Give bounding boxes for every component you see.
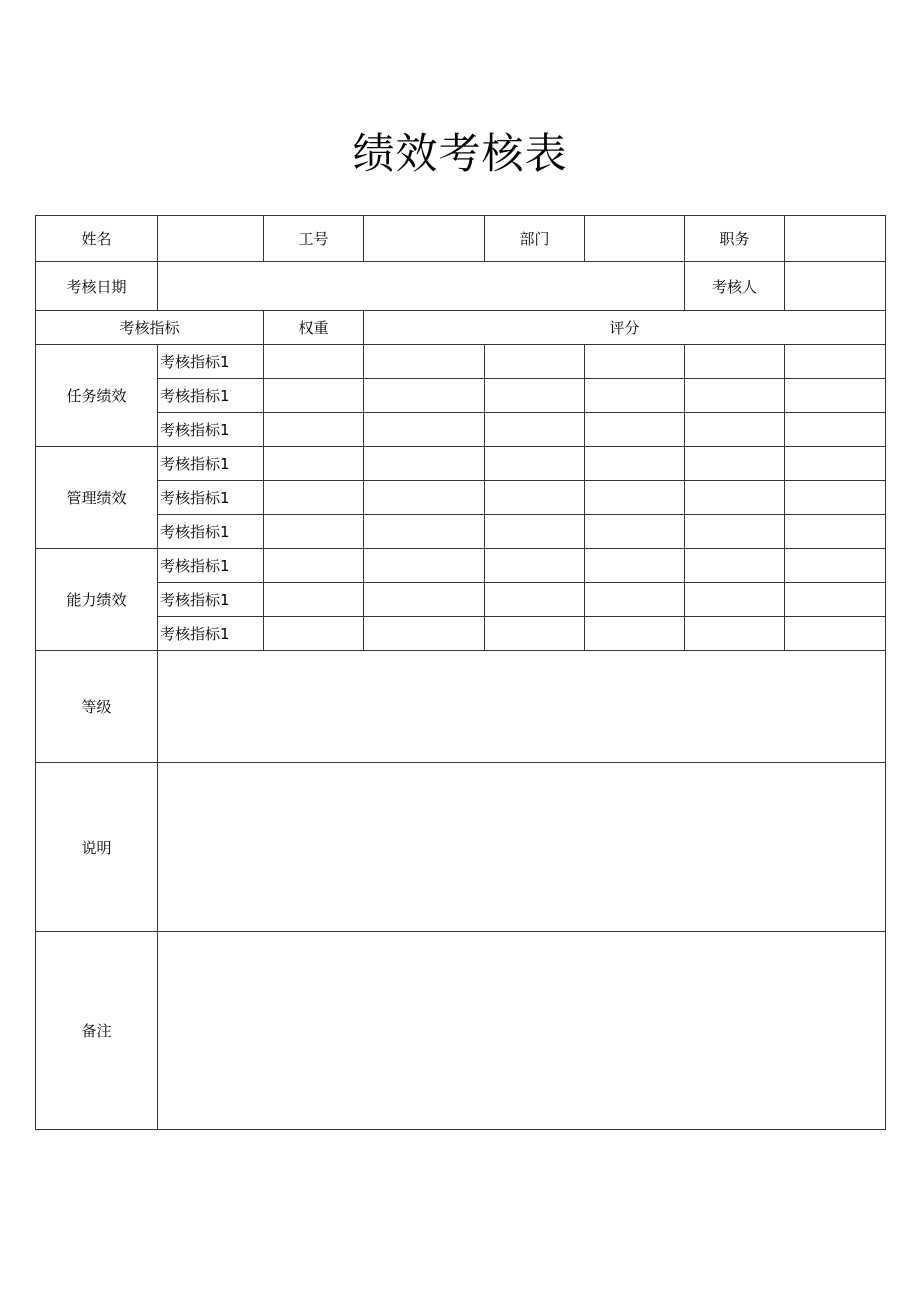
assessment-date-field[interactable] [158, 262, 685, 311]
description-label: 说明 [36, 763, 158, 932]
score-cell[interactable] [485, 515, 585, 549]
category-task-performance: 任务绩效 [36, 345, 158, 447]
score-cell[interactable] [785, 447, 886, 481]
indicator-item: 考核指标1 [158, 515, 264, 549]
table-header-row [36, 311, 886, 345]
score-cell[interactable] [364, 447, 485, 481]
indicator-item: 考核指标1 [158, 481, 264, 515]
score-cell[interactable] [585, 515, 685, 549]
score-cell[interactable] [585, 617, 685, 651]
score-cell[interactable] [585, 481, 685, 515]
score-cell[interactable] [585, 413, 685, 447]
table-row [36, 515, 886, 549]
score-cell[interactable] [785, 481, 886, 515]
score-cell[interactable] [364, 379, 485, 413]
table-row [36, 413, 886, 447]
score-cell[interactable] [685, 413, 785, 447]
weight-cell[interactable] [264, 345, 364, 379]
score-cell[interactable] [485, 345, 585, 379]
weight-cell[interactable] [264, 447, 364, 481]
weight-cell[interactable] [264, 413, 364, 447]
score-cell[interactable] [785, 379, 886, 413]
assessor-label: 考核人 [685, 262, 785, 311]
score-cell[interactable] [785, 345, 886, 379]
score-cell[interactable] [485, 447, 585, 481]
weight-cell[interactable] [264, 379, 364, 413]
score-cell[interactable] [685, 515, 785, 549]
position-label: 职务 [685, 216, 785, 262]
department-field[interactable] [585, 216, 685, 262]
name-field[interactable] [158, 216, 264, 262]
score-cell[interactable] [785, 549, 886, 583]
weight-cell[interactable] [264, 549, 364, 583]
score-cell[interactable] [364, 413, 485, 447]
indicator-item: 考核指标1 [158, 617, 264, 651]
description-field[interactable] [158, 763, 886, 932]
score-cell[interactable] [364, 345, 485, 379]
score-cell[interactable] [364, 481, 485, 515]
indicator-item: 考核指标1 [158, 583, 264, 617]
score-cell[interactable] [364, 549, 485, 583]
table-row [36, 481, 886, 515]
score-cell[interactable] [685, 447, 785, 481]
assessment-date-label: 考核日期 [36, 262, 158, 311]
weight-header: 权重 [264, 311, 364, 345]
score-cell[interactable] [364, 583, 485, 617]
weight-cell[interactable] [264, 481, 364, 515]
score-cell[interactable] [585, 447, 685, 481]
weight-cell[interactable] [264, 515, 364, 549]
table-row [36, 617, 886, 651]
grade-row [36, 651, 886, 763]
indicator-item: 考核指标1 [158, 379, 264, 413]
indicator-item: 考核指标1 [158, 549, 264, 583]
position-field[interactable] [785, 216, 886, 262]
weight-cell[interactable] [264, 583, 364, 617]
score-cell[interactable] [364, 617, 485, 651]
score-cell[interactable] [585, 583, 685, 617]
score-cell[interactable] [785, 583, 886, 617]
table-row [36, 583, 886, 617]
score-cell[interactable] [685, 345, 785, 379]
score-cell[interactable] [685, 617, 785, 651]
basic-info-row [36, 216, 886, 262]
remarks-field[interactable] [158, 932, 886, 1130]
score-cell[interactable] [685, 583, 785, 617]
category-ability-performance: 能力绩效 [36, 549, 158, 651]
remarks-label: 备注 [36, 932, 158, 1130]
table-row [36, 379, 886, 413]
indicator-item: 考核指标1 [158, 413, 264, 447]
indicator-header: 考核指标 [36, 311, 264, 345]
score-cell[interactable] [485, 379, 585, 413]
score-cell[interactable] [485, 481, 585, 515]
score-cell[interactable] [485, 549, 585, 583]
score-cell[interactable] [585, 549, 685, 583]
indicator-item: 考核指标1 [158, 447, 264, 481]
score-header: 评分 [364, 311, 886, 345]
score-cell[interactable] [485, 617, 585, 651]
indicator-item: 考核指标1 [158, 345, 264, 379]
score-cell[interactable] [685, 549, 785, 583]
score-cell[interactable] [364, 515, 485, 549]
employee-id-field[interactable] [364, 216, 485, 262]
assessment-date-row [36, 262, 886, 311]
table-row [36, 345, 886, 379]
grade-field[interactable] [158, 651, 886, 763]
grade-label: 等级 [36, 651, 158, 763]
description-row [36, 763, 886, 932]
assessor-field[interactable] [785, 262, 886, 311]
employee-id-label: 工号 [264, 216, 364, 262]
table-row [36, 549, 886, 583]
score-cell[interactable] [685, 379, 785, 413]
score-cell[interactable] [485, 413, 585, 447]
score-cell[interactable] [585, 345, 685, 379]
score-cell[interactable] [785, 515, 886, 549]
score-cell[interactable] [585, 379, 685, 413]
category-management-performance: 管理绩效 [36, 447, 158, 549]
performance-form-table [35, 215, 886, 1130]
score-cell[interactable] [785, 617, 886, 651]
weight-cell[interactable] [264, 617, 364, 651]
form-title: 绩效考核表 [352, 129, 568, 178]
name-label: 姓名 [36, 216, 158, 262]
remarks-row [36, 932, 886, 1130]
score-cell[interactable] [685, 481, 785, 515]
table-row [36, 447, 886, 481]
score-cell[interactable] [785, 413, 886, 447]
department-label: 部门 [485, 216, 585, 262]
score-cell[interactable] [485, 583, 585, 617]
